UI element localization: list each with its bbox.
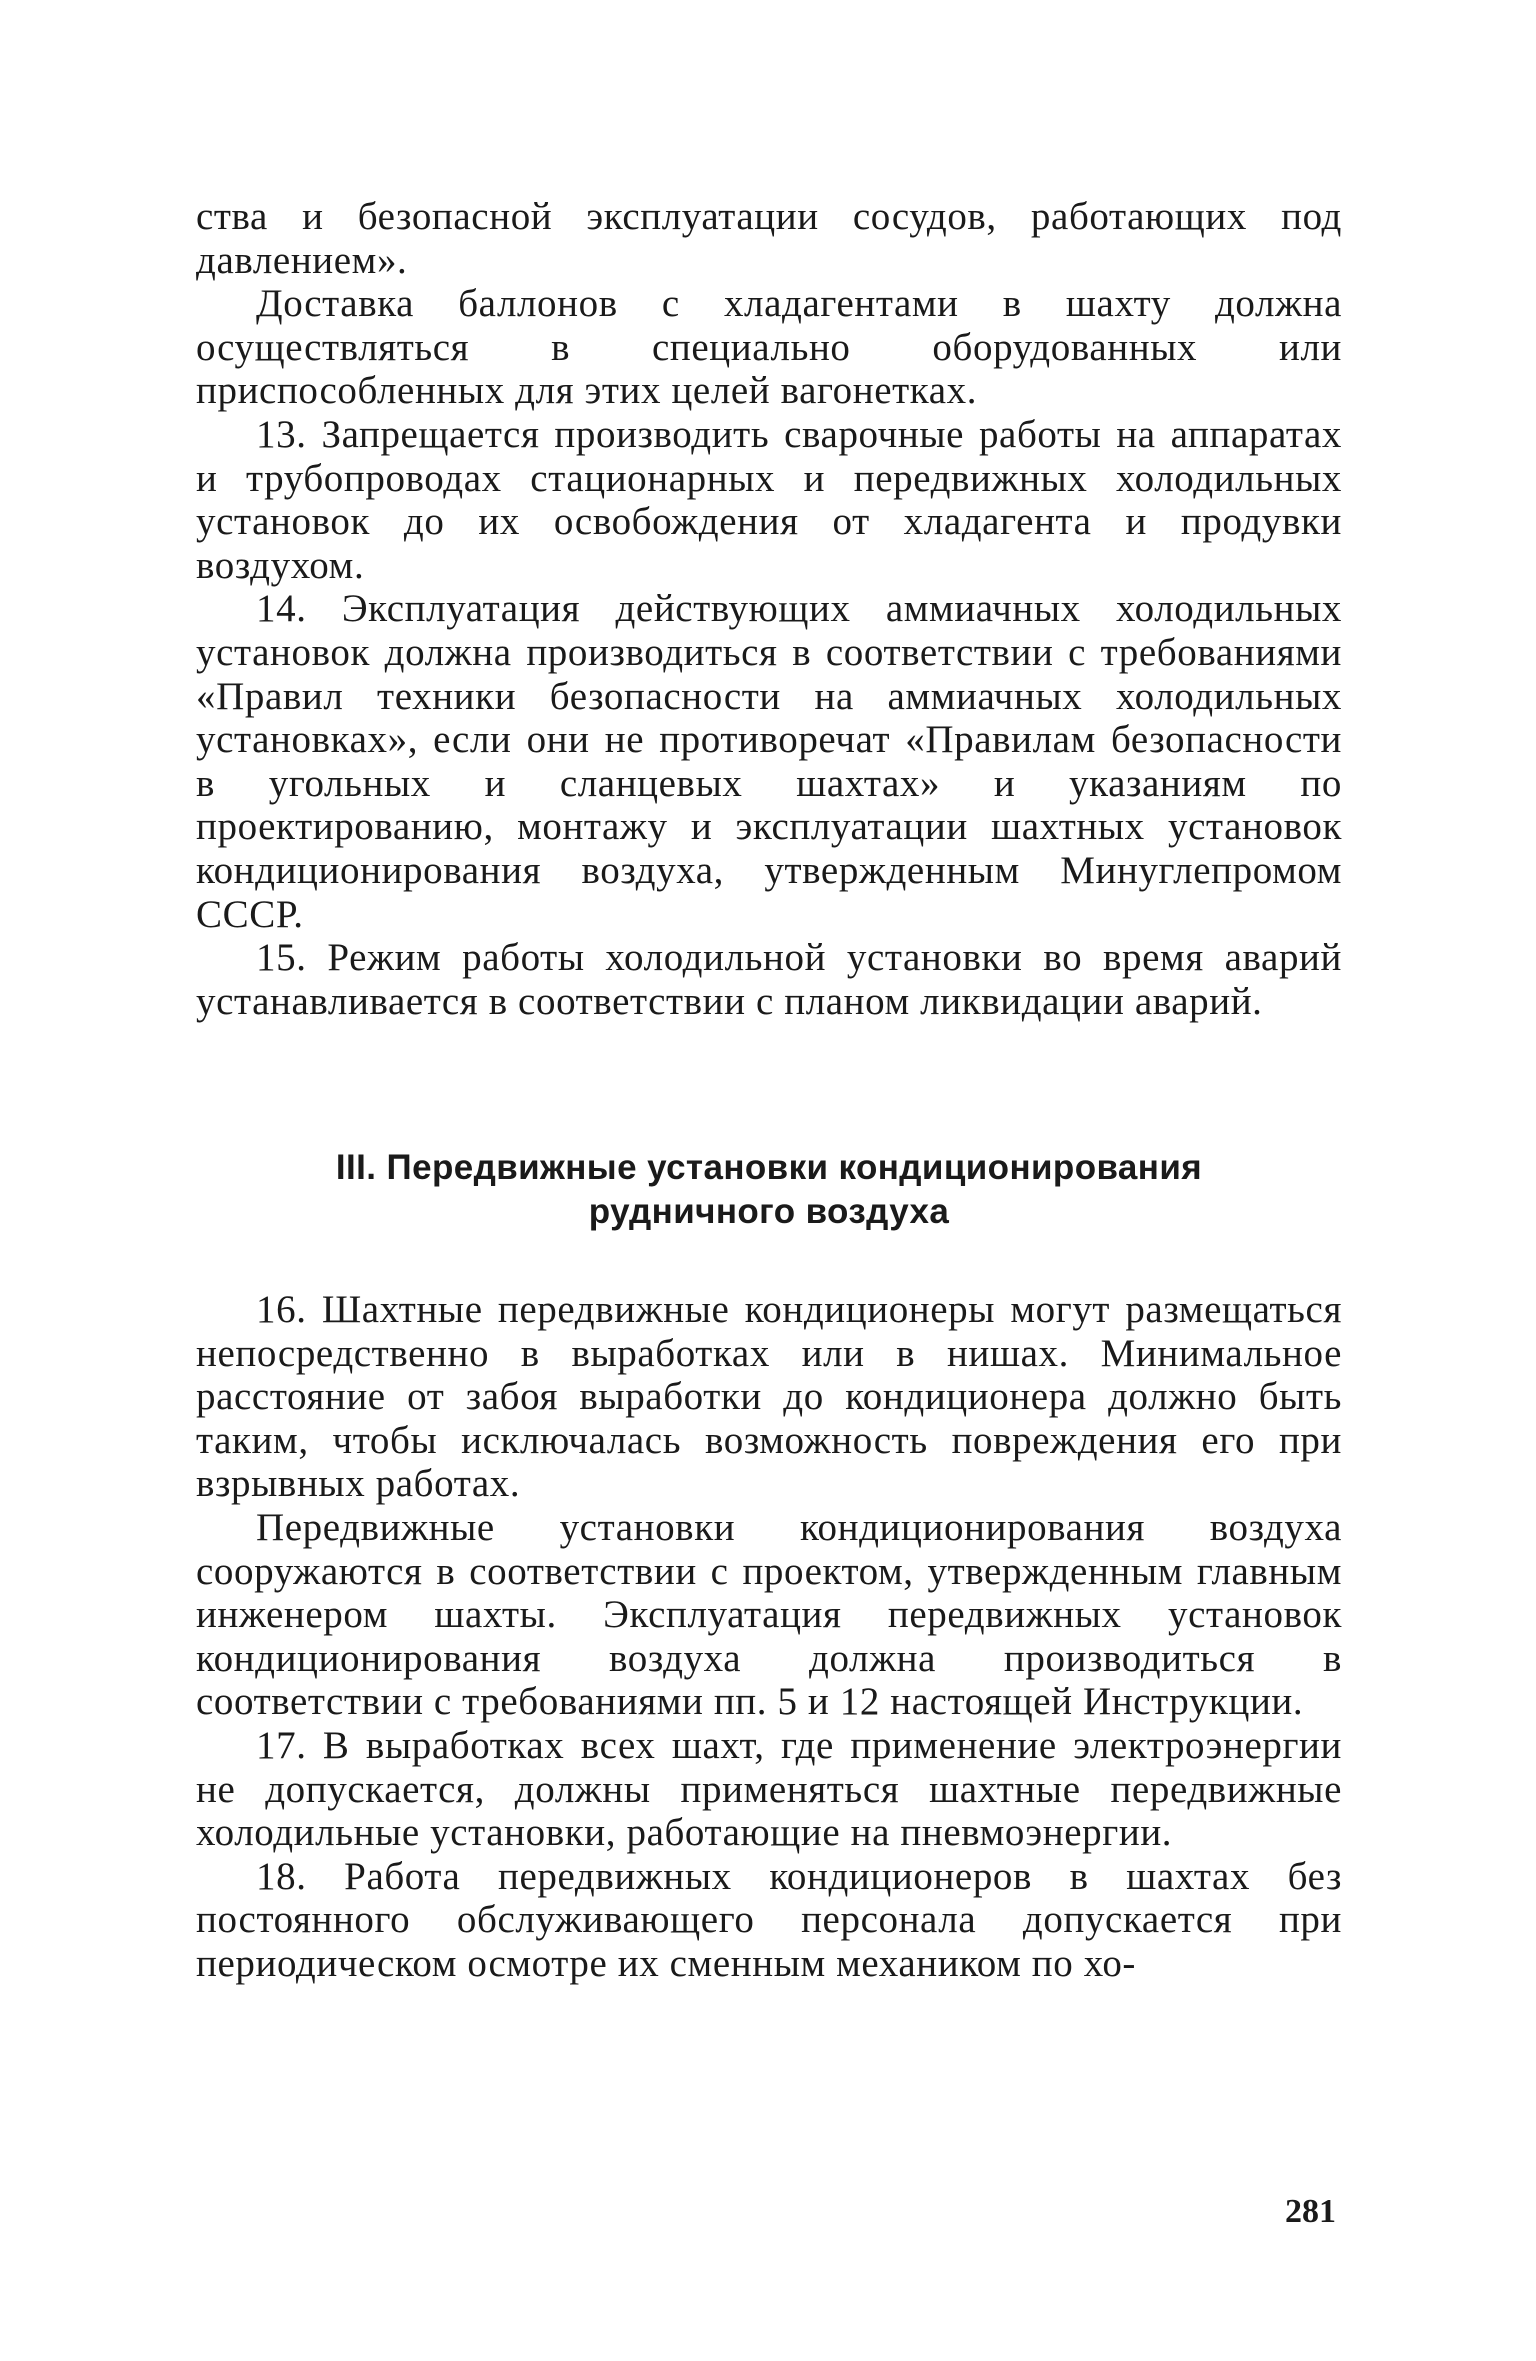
page-number: 281	[1285, 2193, 1336, 2230]
paragraph-item-14: 14. Эксплуатация действующих аммиачных холодильных установок должна производиться в соответствии с требованиями «Правил техники безопасности на аммиачных холодильных установках», если они не противоречат «Правилам безопасности в угольных и сланцевых шахтах» и указаниям по проектированию, монтажу и эксплуатации шахтных установок кондиционирования воздуха, утвержденным Минуглепромом СССР.	[196, 587, 1342, 936]
section-heading-line-1: III. Передвижные установки кондиционирования	[335, 1148, 1203, 1187]
paragraph-item-16: 16. Шахтные передвижные кондиционеры могут размещаться непосредственно в выработках или в нишах. Минимальное расстояние от забоя выработки до кондиционера должно быть таким, чтобы исключалась возможность повреждения его при взрывных работах.	[196, 1288, 1342, 1506]
paragraph-item-17: 17. В выработках всех шахт, где применение электроэнергии не допускается, должны применяться шахтные передвижные холодильные установки, работающие на пневмоэнергии.	[196, 1723, 1342, 1855]
paragraph-mobile-units: Передвижные установки кондиционирования воздуха сооружаются в соответствии с проектом, утвержденным главным инженером шахты. Эксплуатация передвижных установок кондиционирования воздуха должна производиться в соответствии с требованиями пп. 5 и 12 настоящей Инструкции.	[196, 1505, 1342, 1724]
paragraph-item-18: 18. Работа передвижных кондиционеров в шахтах без постоянного обслуживающего персонала допускается при периодическом осмотре их сменным механиком по хо-	[196, 1854, 1342, 1985]
text-block-bottom	[196, 1288, 1342, 1986]
section-heading	[196, 1146, 1342, 1234]
paragraph-delivery: Доставка баллонов с хладагентами в шахту должна осуществляться в специально оборудованных или приспособленных для этих целей вагонетках.	[196, 282, 1342, 413]
paragraph-continuation: ства и безопасной эксплуатации сосудов, работающих под давлением».	[196, 195, 1342, 282]
section-heading-line-2: рудничного воздуха	[588, 1192, 950, 1231]
paragraph-item-13: 13. Запрещается производить сварочные работы на аппаратах и трубопроводах стационарных и передвижных холодильных установок до их освобождения от хладагента и продувки воздухом.	[196, 412, 1342, 587]
text-block-top	[196, 195, 1342, 1023]
paragraph-item-15: 15. Режим работы холодильной установки во время аварий устанавливается в соответствии с планом ликвидации аварий.	[196, 936, 1342, 1023]
